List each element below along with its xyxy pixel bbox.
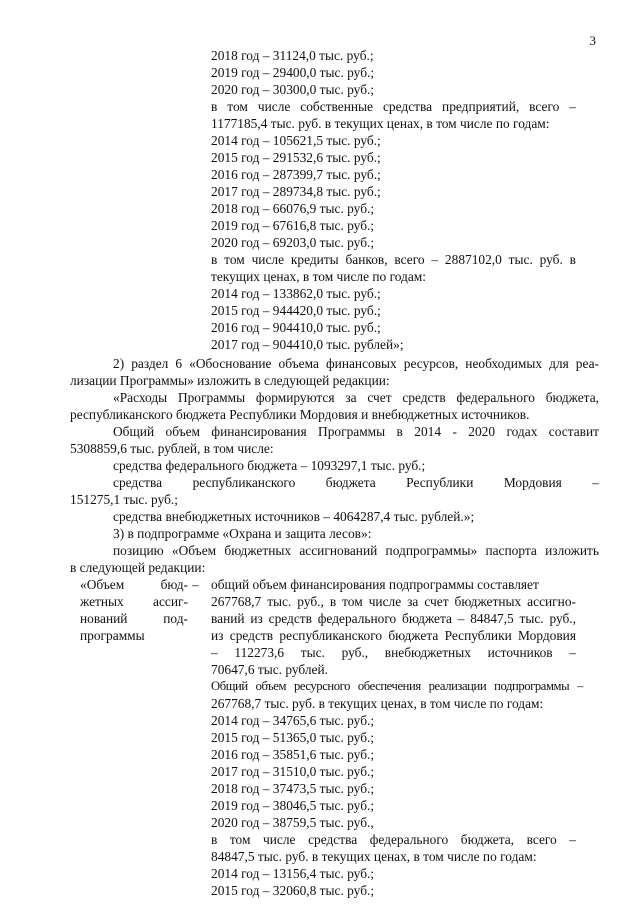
table-right-cell-line: 84847,5 тыс. руб. в текущих ценах, в том числе по годам: (211, 849, 537, 864)
table-right-cell-line: ваний из средств федерального бюджета – 84847,5 тыс. руб., (211, 611, 576, 626)
table-right-cell-line: 267768,7 тыс. руб. в текущих ценах, в том числе по годам: (211, 696, 544, 711)
text-line: 2016 год – 287399,7 тыс. руб.; (211, 167, 381, 182)
paragraph-line: 3) в подпрограмме «Охрана и защита лесов»: (113, 526, 372, 541)
table-left-cell-line: программы (80, 628, 145, 643)
table-right-cell-line: 2017 год – 31510,0 тыс. руб.; (211, 764, 375, 779)
table-right-cell-line: из средств республиканского бюджета Республики Мордовия (211, 628, 576, 643)
table-right-cell-line: в том числе средства федерального бюджета, всего – (211, 832, 576, 847)
paragraph-line: 151275,1 тыс. руб.; (70, 492, 178, 507)
table-right-cell-line: 2020 год – 38759,5 тыс. руб., (211, 815, 374, 830)
text-line: 1177185,4 тыс. руб. в текущих ценах, в том числе по годам: (211, 116, 550, 131)
paragraph-line: 5308859,6 тыс. рублей, в том числе: (70, 441, 274, 456)
paragraph-line: республиканского бюджета Республики Мордовия и внебюджетных источников. (70, 407, 530, 422)
paragraph-line: средства федерального бюджета – 1093297,1 тыс. руб.; (113, 458, 426, 473)
table-right-cell-line: 2014 год – 13156,4 тыс. руб.; (211, 866, 375, 881)
table-right-cell-line: – 112273,6 тыс. руб., внебюджетных источников – (211, 645, 576, 660)
text-line: в том числе кредиты банков, всего – 2887102,0 тыс. руб. в (211, 252, 576, 267)
text-line: в том числе собственные средства предприятий, всего – (211, 99, 576, 114)
text-line: 2016 год – 904410,0 тыс. руб.; (211, 320, 381, 335)
paragraph-line: Общий объем финансирования Программы в 2014 - 2020 годах составит (113, 424, 599, 439)
paragraph-line: средства республиканского бюджета Республики Мордовия – (113, 475, 599, 490)
paragraph-line: «Расходы Программы формируются за счет средств федерального бюджета, (113, 390, 599, 405)
table-left-cell-line: «Объем бюд- (80, 577, 188, 592)
text-line: 2019 год – 67616,8 тыс. руб.; (211, 218, 375, 233)
text-line: 2019 год – 29400,0 тыс. руб.; (211, 65, 375, 80)
text-line: 2017 год – 904410,0 тыс. рублей»; (211, 337, 404, 352)
text-line: 2018 год – 31124,0 тыс. руб.; (211, 48, 374, 63)
text-line: 2014 год – 133862,0 тыс. руб.; (211, 286, 381, 301)
table-right-cell-line: 2015 год – 32060,8 тыс. руб.; (211, 883, 375, 898)
table-right-cell-line: общий объем финансирования подпрограммы составляет (211, 577, 539, 592)
table-left-cell-line: жетных ассиг- (80, 594, 188, 609)
text-line: 2020 год – 69203,0 тыс. руб.; (211, 235, 375, 250)
text-line: 2015 год – 291532,6 тыс. руб.; (211, 150, 381, 165)
paragraph-line: средства внебюджетных источников – 4064287,4 тыс. рублей.»; (113, 509, 475, 524)
text-line: текущих ценах, в том числе по годам: (211, 269, 426, 284)
paragraph-line: позицию «Объем бюджетных ассигнований подпрограммы» паспорта изложить (113, 543, 599, 558)
table-right-cell-line: 2019 год – 38046,5 тыс. руб.; (211, 798, 375, 813)
table-right-cell-line: 2016 год – 35851,6 тыс. руб.; (211, 747, 375, 762)
page-number: 3 (589, 33, 596, 48)
text-line: 2020 год – 30300,0 тыс. руб.; (211, 82, 375, 97)
text-line: 2018 год – 66076,9 тыс. руб.; (211, 201, 375, 216)
text-line: 2014 год – 105621,5 тыс. руб.; (211, 133, 381, 148)
table-right-cell-line: 267768,7 тыс. руб., в том числе за счет бюджетных ассигно- (211, 594, 576, 609)
text-line: 2015 год – 944420,0 тыс. руб.; (211, 303, 381, 318)
table-dash: – (192, 577, 199, 592)
table-right-cell-line: 70647,6 тыс. рублей. (211, 662, 329, 677)
paragraph-line: 2) раздел 6 «Обоснование объема финансовых ресурсов, необходимых для реа- (113, 356, 599, 371)
table-right-cell-line: Общий объем ресурсного обеспечения реализации подпрограммы – (211, 679, 583, 693)
table-right-cell-line: 2015 год – 51365,0 тыс. руб.; (211, 730, 375, 745)
table-right-cell-line: 2014 год – 34765,6 тыс. руб.; (211, 713, 375, 728)
text-line: 2017 год – 289734,8 тыс. руб.; (211, 184, 381, 199)
table-left-cell-line: нований под- (80, 611, 188, 626)
table-right-cell-line: 2018 год – 37473,5 тыс. руб.; (211, 781, 375, 796)
paragraph-line: лизации Программы» изложить в следующей редакции: (70, 373, 390, 388)
paragraph-line: в следующей редакции: (70, 560, 206, 575)
